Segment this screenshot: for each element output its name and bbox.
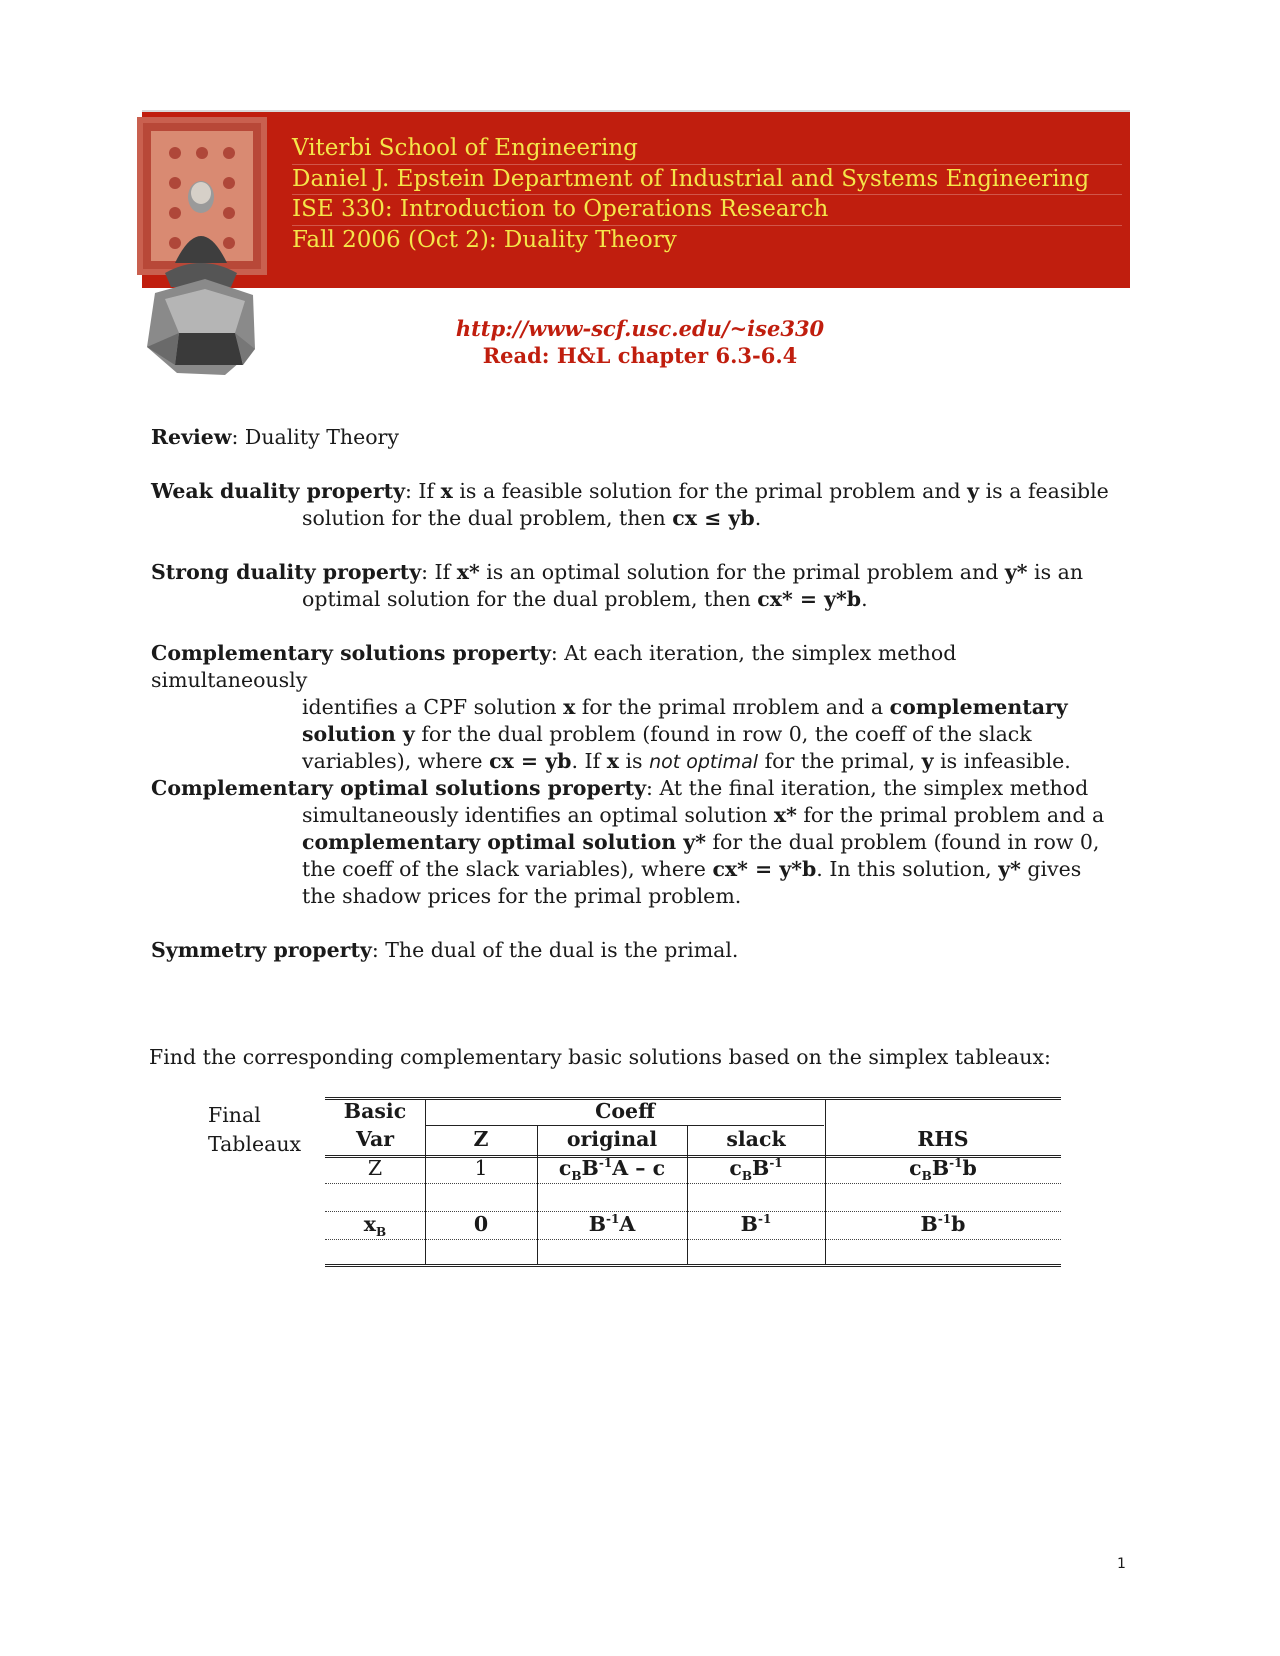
header-original: original	[566, 1127, 658, 1151]
header-lines	[292, 134, 1122, 255]
find-instruction: Find the corresponding complementary basic solutions based on the simplex tableaux:	[149, 1045, 1051, 1069]
weak-duality-paragraph	[151, 478, 1111, 532]
indent-line	[151, 505, 1111, 532]
page-number: 1	[1117, 1556, 1126, 1572]
math-y-star: y*	[998, 857, 1021, 881]
simplex-tableau	[325, 1097, 1061, 1269]
complementary-optimal-paragraph	[151, 775, 1111, 910]
text-run: for the primal problem and a	[796, 803, 1105, 827]
header-z: Z	[473, 1127, 489, 1151]
text-run: : At the final iteration, the simplex method	[646, 776, 1089, 800]
text-run: for the dual problem (found in row 0, the coeff of the slack	[414, 722, 1032, 746]
text-run: .	[861, 587, 868, 611]
symmetry-paragraph	[151, 937, 1111, 964]
tableau-label-line2: Tableaux	[208, 1132, 302, 1156]
school-name: Viterbi School of Engineering	[292, 134, 1122, 165]
math-x: x	[606, 749, 619, 773]
text-run: roblem and a	[745, 695, 890, 719]
header-var: Var	[355, 1127, 395, 1151]
math-x-star: x*	[456, 560, 480, 584]
text-run: : At each iteration, the simplex method simultaneously	[151, 641, 957, 692]
text-run: for the primal	[575, 695, 733, 719]
rule-dotted-3	[325, 1239, 1061, 1240]
text-run: : The dual of the dual is the primal.	[371, 938, 739, 962]
math-y-star: y*	[1004, 560, 1028, 584]
text-run: is a feasible	[979, 479, 1109, 503]
bold-term: solution y	[302, 722, 415, 746]
text-run: for the dual problem (found in row 0,	[705, 830, 1100, 854]
row-xb-rhs: $B^{-1}b$	[920, 1212, 966, 1236]
indent-line	[151, 748, 1111, 776]
text-run: identifies a CPF solution	[302, 695, 564, 719]
header-basic: Basic	[343, 1099, 407, 1123]
text-run: π	[732, 695, 746, 719]
bold-term: complementary	[889, 695, 1068, 719]
text-run: : If	[405, 479, 441, 503]
row-z-var: Z	[367, 1156, 383, 1180]
text-run: is a feasible solution for the primal problem and	[452, 479, 968, 503]
italic-term: not optimal	[649, 751, 759, 773]
viterbi-logo-icon	[135, 113, 271, 403]
text-run: for the primal,	[758, 749, 922, 773]
text-run: variables), where	[302, 749, 490, 773]
math-x: x	[563, 695, 576, 719]
complementary-solutions-paragraph	[151, 640, 1111, 776]
department-name: Daniel J. Epstein Department of Industrial and Systems Engineering	[292, 165, 1122, 196]
header-slack: slack	[726, 1127, 786, 1151]
complementary-solutions-label: Complementary solutions property	[151, 641, 551, 665]
reading-assignment: Read: H&L chapter 6.3-6.4	[482, 343, 798, 368]
text-run: : If	[421, 560, 457, 584]
text-run: gives	[1020, 857, 1082, 881]
rule-bottom	[325, 1264, 1061, 1270]
indent-line	[151, 586, 1111, 613]
math-x: x	[440, 479, 453, 503]
row-xb-original: $B^{-1}A$	[588, 1212, 636, 1236]
complementary-optimal-label: Complementary optimal solutions property	[151, 776, 647, 800]
math-equation: cx* = y*b	[757, 587, 862, 611]
indent-line	[151, 721, 1111, 748]
header-rhs: RHS	[917, 1127, 969, 1151]
strong-duality-paragraph	[151, 559, 1111, 613]
text-run: is	[618, 749, 650, 773]
row-xb-z: 0	[473, 1212, 489, 1236]
row-xb-slack: $B^{-1}$	[740, 1212, 772, 1236]
symmetry-label: Symmetry property	[151, 938, 372, 962]
row-z-z: 1	[474, 1156, 488, 1180]
header-coeff: Coeff	[595, 1099, 655, 1123]
indent-line	[151, 856, 1111, 883]
row-xb-var: $x_B$	[363, 1212, 387, 1240]
review-label: Review	[151, 425, 232, 449]
text-run: the coeff of the slack variables), where	[302, 857, 713, 881]
course-url-link[interactable]: http://www-scf.usc.edu/~ise330	[455, 316, 825, 341]
indent-line	[151, 694, 1111, 721]
math-equation: cx = yb	[489, 749, 572, 773]
text-run: is an	[1027, 560, 1084, 584]
tableau-label	[208, 1101, 301, 1159]
row-z-original: $c_BB^{-1}A$ – c	[558, 1156, 666, 1184]
text-run: optimal solution for the dual problem, then	[302, 587, 758, 611]
math-equation: cx* = y*b	[712, 857, 817, 881]
review-text: : Duality Theory	[231, 425, 399, 449]
row-z-slack: $c_BB^{-1}$	[729, 1156, 783, 1184]
weak-duality-label: Weak duality property	[151, 479, 405, 503]
review-line	[151, 424, 1111, 451]
strong-duality-label: Strong duality property	[151, 560, 422, 584]
text-run: is an optimal solution for the primal problem and	[479, 560, 1005, 584]
math-y: y	[921, 749, 934, 773]
rule-coeff	[426, 1125, 824, 1126]
indent-line	[151, 883, 1111, 910]
text-run: is infeasible.	[933, 749, 1071, 773]
vrule-1	[425, 1100, 426, 1265]
math-y: y	[967, 479, 980, 503]
math-x-star: x*	[773, 803, 797, 827]
text-run: simultaneously identifies an optimal solution	[302, 803, 774, 827]
tableau-label-line1: Final	[208, 1103, 261, 1127]
lecture-title: Fall 2006 (Oct 2): Duality Theory	[292, 226, 677, 253]
math-inequality: cx ≤ yb	[672, 506, 755, 530]
rule-dotted-1	[325, 1183, 1061, 1184]
text-run: the shadow prices for the primal problem.	[302, 884, 742, 908]
text-run: . In this solution,	[816, 857, 999, 881]
text-run: .	[754, 506, 762, 530]
indent-line	[151, 829, 1111, 856]
text-run: solution for the dual problem, then	[302, 506, 673, 530]
row-z-rhs: $c_BB^{-1}b$	[909, 1156, 977, 1184]
indent-line	[151, 802, 1111, 829]
text-run: . If	[571, 749, 607, 773]
bold-term: complementary optimal solution y*	[302, 830, 706, 854]
course-title: ISE 330: Introduction to Operations Research	[292, 195, 1122, 226]
